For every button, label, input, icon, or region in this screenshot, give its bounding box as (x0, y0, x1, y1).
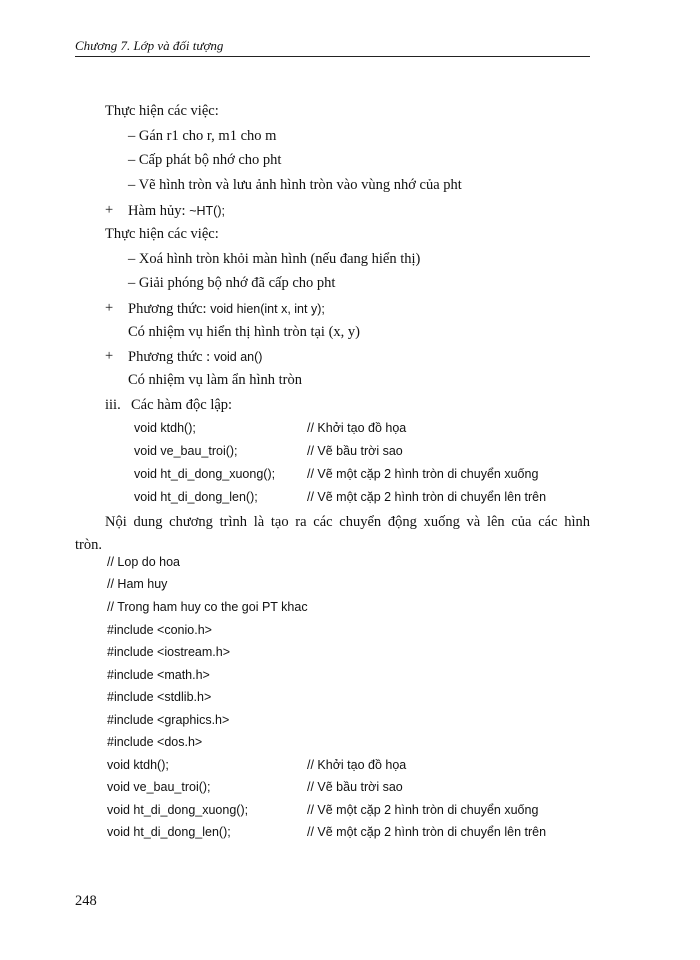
destructor-label: Hàm hủy: (128, 203, 190, 219)
method-code: void hien(int x, int y); (210, 302, 325, 316)
code-line: void ve_bau_troi(); (107, 780, 211, 794)
bullet-line: – Gán r1 cho r, m1 cho m (128, 128, 277, 144)
code-line: #include <iostream.h> (107, 645, 230, 659)
plus-marker: + (105, 202, 114, 218)
method-an-line (128, 349, 262, 365)
code-line: #include <dos.h> (107, 735, 203, 749)
paragraph-line: Nội dung chương trình là tạo ra các chuyển động xuống và lên của các hình (105, 514, 590, 530)
destructor-code: ~HT(); (189, 204, 225, 218)
code-line: #include <graphics.h> (107, 713, 230, 727)
list-marker: iii. (105, 397, 121, 413)
text-line: Có nhiệm vụ làm ẩn hình tròn (128, 372, 302, 388)
text-line: Thực hiện các việc: (105, 103, 219, 119)
code-comment: // Khởi tạo đồ họa (307, 421, 407, 435)
plus-marker: + (105, 348, 114, 364)
bullet-line: – Vẽ hình tròn và lưu ảnh hình tròn vào vùng nhớ của pht (128, 177, 462, 193)
code-comment: // Vẽ bầu trời sao (307, 444, 403, 458)
text-line: Có nhiệm vụ hiển thị hình tròn tại (x, y) (128, 324, 360, 340)
text-line: Các hàm độc lập: (131, 397, 233, 413)
code-line: void ht_di_dong_len(); (107, 825, 231, 839)
code-comment: // Vẽ một cặp 2 hình tròn di chuyển lên trên (307, 825, 547, 839)
code-comment: // Vẽ một cặp 2 hình tròn di chuyển lên trên (307, 490, 547, 504)
code-line: #include <stdlib.h> (107, 690, 212, 704)
code-line: // Trong ham huy co the goi PT khac (107, 600, 308, 614)
code-line: void ht_di_dong_xuong(); (134, 467, 276, 481)
code-line: void ktdh(); (107, 758, 169, 772)
method-label: Phương thức : (128, 349, 214, 365)
bullet-line: – Xoá hình tròn khỏi màn hình (nếu đang hiển thị) (128, 251, 421, 267)
method-label: Phương thức: (128, 301, 211, 317)
page-header: Chương 7. Lớp và đối tượng (75, 38, 590, 57)
code-line: // Ham huy (107, 577, 168, 591)
code-line: #include <conio.h> (107, 623, 212, 637)
text-line: Thực hiện các việc: (105, 226, 219, 242)
code-comment: // Vẽ một cặp 2 hình tròn di chuyển xuống (307, 467, 539, 481)
method-code: void an() (213, 350, 263, 364)
code-line: #include <math.h> (107, 668, 210, 682)
code-line: void ve_bau_troi(); (134, 444, 238, 458)
code-comment: // Vẽ một cặp 2 hình tròn di chuyển xuống (307, 803, 539, 817)
method-hien-line (128, 301, 325, 317)
page-number: 248 (75, 893, 97, 909)
destructor-line (128, 203, 225, 219)
code-comment: // Vẽ bầu trời sao (307, 780, 403, 794)
code-line: void ht_di_dong_len(); (134, 490, 258, 504)
bullet-line: – Cấp phát bộ nhớ cho pht (128, 152, 282, 168)
code-line: // Lop do hoa (107, 555, 180, 569)
bullet-line: – Giải phóng bộ nhớ đã cấp cho pht (128, 275, 336, 291)
paragraph-line: tròn. (75, 537, 102, 553)
code-line: void ktdh(); (134, 421, 196, 435)
plus-marker: + (105, 300, 114, 316)
code-line: void ht_di_dong_xuong(); (107, 803, 249, 817)
code-comment: // Khởi tạo đồ họa (307, 758, 407, 772)
